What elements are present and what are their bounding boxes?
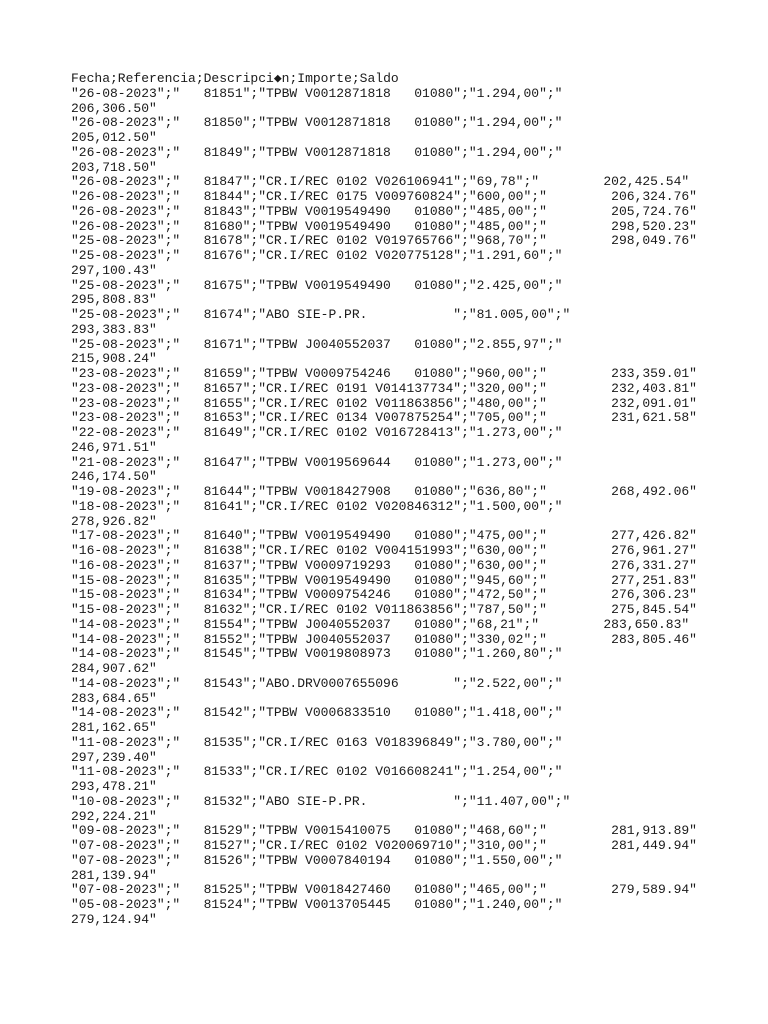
csv-line [71,190,711,205]
csv-line [71,411,711,426]
line-text: "25-08-2023";" 81676";"CR.I/REC 0102 V020775128";"1.291,60";" [71,248,563,263]
csv-line [71,559,711,574]
line-text: 297,239.40" [71,749,157,765]
csv-line [71,500,711,515]
csv-line [71,529,711,544]
balance-value: 232,403.81" [611,380,697,396]
csv-line [71,515,711,530]
csv-line [71,234,711,249]
csv-line [71,839,711,854]
line-text: "19-08-2023";" 81644";"TPBW V0018427908 01080";"636,80";" [71,484,547,499]
balance-value: 276,331.27" [611,557,697,573]
line-text: "14-08-2023";" 81552";"TPBW J0040552037 01080";"330,02";" [71,631,547,647]
line-text: "26-08-2023";" 81850";"TPBW V0012871818 01080";"1.294,00";" [71,115,563,131]
csv-line [71,441,711,456]
balance-value: 202,425.54" [603,174,697,190]
line-text: "07-08-2023";" 81525";"TPBW V0018427460 01080";"465,00";" [71,882,547,898]
csv-line [71,146,711,161]
csv-line [71,780,711,795]
line-text: "23-08-2023";" 81655";"CR.I/REC 0102 V011863856";"480,00";" [71,395,547,411]
balance-value: 268,492.06" [611,484,697,499]
csv-line [71,633,711,648]
line-text: "26-08-2023";" 81843";"TPBW V0019549490 01080";"485,00";" [71,203,547,219]
line-text: 295,808.83" [71,292,157,308]
balance-value: 232,091.01" [611,395,697,411]
csv-line [71,751,711,766]
line-text: "11-08-2023";" 81535";"CR.I/REC 0163 V018396849";"3.780,00";" [71,734,563,750]
line-text: "23-08-2023";" 81659";"TPBW V0009754246 01080";"960,00";" [71,366,547,381]
csv-line [71,367,711,382]
line-text: "23-08-2023";" 81653";"CR.I/REC 0134 V007875254";"705,00";" [71,410,547,426]
line-text: 281,162.65" [71,720,157,735]
line-text: "26-08-2023";" 81849";"TPBW V0012871818 01080";"1.294,00";" [71,144,563,160]
line-text: "15-08-2023";" 81634";"TPBW V0009754246 01080";"472,50";" [71,587,547,603]
csv-line [71,264,711,279]
line-text: 292,224.21" [71,808,157,824]
balance-value: 298,520.23" [611,218,697,234]
csv-line [71,677,711,692]
line-text: 278,926.82" [71,513,157,529]
line-text: "25-08-2023";" 81671";"TPBW J0040552037 01080";"2.855,97";" [71,336,563,352]
line-text: 205,012.50" [71,130,157,145]
line-text: "14-08-2023";" 81543";"ABO.DRV0007655096 ";"2.522,00";" [71,675,563,691]
line-text: "18-08-2023";" 81641";"CR.I/REC 0102 V020846312";"1.500,00";" [71,498,563,514]
balance-value: 279,589.94" [611,882,697,898]
line-text: "26-08-2023";" 81844";"CR.I/REC 0175 V009760824";"600,00";" [71,189,547,204]
line-text: "14-08-2023";" 81554";"TPBW J0040552037 01080";"68,21";" [71,616,540,632]
line-text: 284,907.62" [71,661,157,676]
csv-line [71,854,711,869]
line-text: 206,306.50" [71,100,157,116]
line-text: "26-08-2023";" 81851";"TPBW V0012871818 01080";"1.294,00";" [71,85,563,101]
balance-value: 277,251.83" [611,572,697,588]
csv-line [71,765,711,780]
balance-value: 298,049.76" [611,233,697,249]
csv-line [71,544,711,559]
csv-line [71,810,711,825]
csv-line [71,397,711,412]
csv-line [71,692,711,707]
csv-line [71,470,711,485]
csv-line [71,603,711,618]
line-text: 297,100.43" [71,262,157,278]
line-text: "15-08-2023";" 81635";"TPBW V0019549490 01080";"945,60";" [71,572,547,588]
balance-value: 275,845.54" [611,602,697,617]
balance-value: 276,961.27" [611,543,697,558]
line-text: 246,174.50" [71,469,157,485]
csv-line [71,338,711,353]
csv-line [71,382,711,397]
balance-value: 233,359.01" [611,366,697,381]
csv-line [71,736,711,751]
balance-value: 283,650.83" [603,616,697,632]
csv-line [71,883,711,898]
line-text: "07-08-2023";" 81526";"TPBW V0007840194 01080";"1.550,00";" [71,852,563,868]
line-text: 293,478.21" [71,779,157,794]
csv-line [71,279,711,294]
line-text: 281,139.94" [71,867,157,883]
line-text: 203,718.50" [71,159,157,175]
csv-line [71,588,711,603]
csv-line [71,662,711,677]
csv-line [71,898,711,913]
csv-line [71,308,711,323]
balance-value: 205,724.76" [611,203,697,219]
line-text: 246,971.51" [71,439,157,455]
line-text: "16-08-2023";" 81638";"CR.I/REC 0102 V004151993";"630,00";" [71,543,547,558]
line-text: "16-08-2023";" 81637";"TPBW V0009719293 01080";"630,00";" [71,557,547,573]
csv-text-document [71,72,711,928]
balance-value: 206,324.76" [611,189,697,204]
line-text: 279,124.94" [71,911,157,927]
csv-line [71,323,711,338]
line-text: "25-08-2023";" 81678";"CR.I/REC 0102 V019765766";"968,70";" [71,233,547,249]
line-text: "14-08-2023";" 81542";"TPBW V0006833510 01080";"1.418,00";" [71,705,563,721]
csv-line [71,352,711,367]
line-text: "05-08-2023";" 81524";"TPBW V0013705445 01080";"1.240,00";" [71,897,563,912]
csv-line [71,426,711,441]
csv-line [71,175,711,190]
csv-line [71,574,711,589]
csv-line [71,293,711,308]
line-text: "23-08-2023";" 81657";"CR.I/REC 0191 V014137734";"320,00";" [71,380,547,396]
balance-value: 277,426.82" [611,528,697,544]
csv-line [71,87,711,102]
balance-value: 283,805.46" [611,631,697,647]
line-text: "21-08-2023";" 81647";"TPBW V0019569644 01080";"1.273,00";" [71,454,563,470]
balance-value: 281,913.89" [611,823,697,839]
balance-value: 281,449.94" [611,838,697,853]
line-text: "15-08-2023";" 81632";"CR.I/REC 0102 V011863856";"787,50";" [71,602,547,617]
balance-value: 231,621.58" [611,410,697,426]
csv-line [71,824,711,839]
csv-line [71,116,711,131]
csv-line [71,869,711,884]
line-text: "25-08-2023";" 81675";"TPBW V0019549490 01080";"2.425,00";" [71,277,563,293]
csv-line [71,249,711,264]
csv-line [71,721,711,736]
line-text: "17-08-2023";" 81640";"TPBW V0019549490 01080";"475,00";" [71,528,547,544]
csv-header-line [71,72,711,87]
csv-line [71,131,711,146]
line-text: "26-08-2023";" 81847";"CR.I/REC 0102 V026106941";"69,78";" [71,174,540,190]
line-text: 215,908.24" [71,351,157,367]
line-text: "07-08-2023";" 81527";"CR.I/REC 0102 V020069710";"310,00";" [71,838,547,853]
line-text: 283,684.65" [71,690,157,706]
csv-line [71,647,711,662]
csv-line [71,102,711,117]
line-text: "10-08-2023";" 81532";"ABO SIE-P.PR. ";"11.407,00";" [71,793,571,809]
csv-line [71,485,711,500]
csv-line [71,220,711,235]
csv-line [71,161,711,176]
csv-line [71,795,711,810]
line-text: "09-08-2023";" 81529";"TPBW V0015410075 01080";"468,60";" [71,823,547,839]
line-text: "25-08-2023";" 81674";"ABO SIE-P.PR. ";"81.005,00";" [71,307,571,322]
line-text: "26-08-2023";" 81680";"TPBW V0019549490 01080";"485,00";" [71,218,547,234]
balance-value: 276,306.23" [611,587,697,603]
csv-line [71,913,711,928]
csv-line [71,205,711,220]
line-text: "11-08-2023";" 81533";"CR.I/REC 0102 V016608241";"1.254,00";" [71,764,563,780]
line-text: "22-08-2023";" 81649";"CR.I/REC 0102 V016728413";"1.273,00";" [71,425,563,440]
csv-line [71,706,711,721]
csv-line [71,618,711,633]
csv-line [71,456,711,471]
line-text: Fecha;Referencia;Descripci◆n;Importe;Saldo [71,71,399,86]
line-text: 293,383.83" [71,321,157,337]
line-text: "14-08-2023";" 81545";"TPBW V0019808973 01080";"1.260,80";" [71,646,563,662]
